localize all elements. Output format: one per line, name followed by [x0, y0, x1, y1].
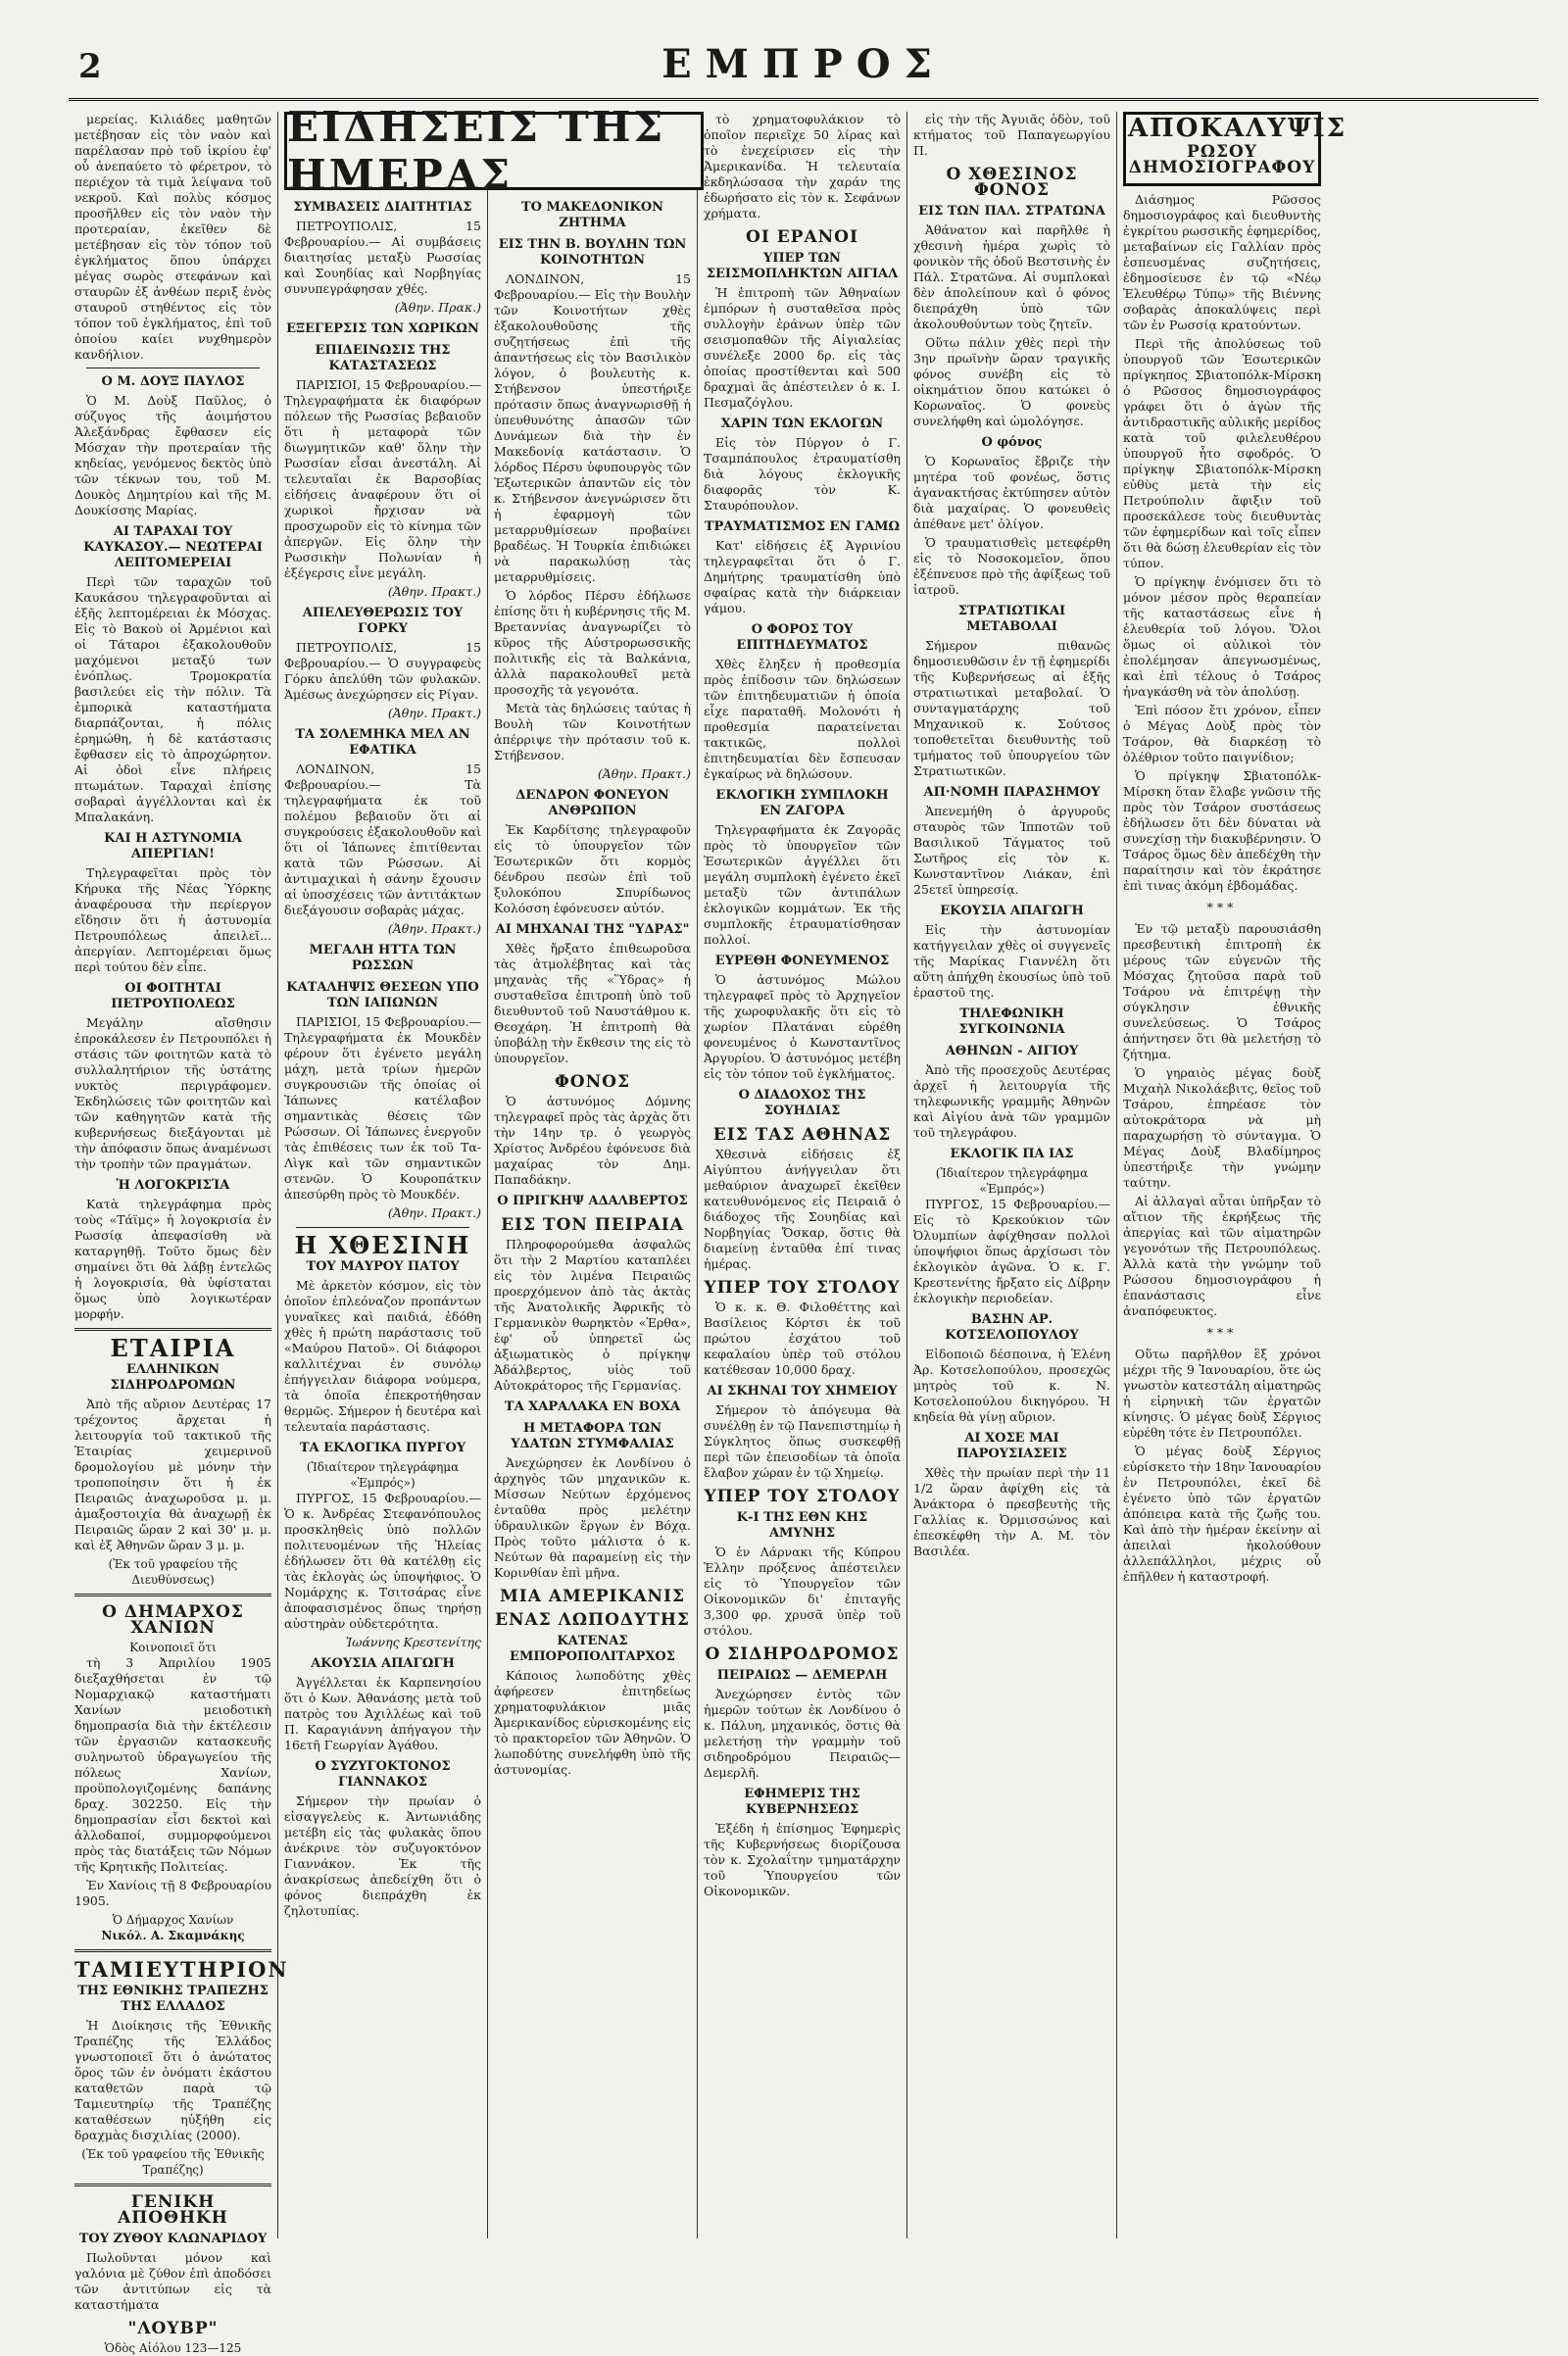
article-text: ΠΑΡΙΣΙΟΙ, 15 Φεβρουαρίου.— Τηλεγραφήματα ἐκ διαφόρων πόλεων τῆς Ρωσσίας βεβαιοῦν ὅτι ἡ μεταφορὰ τῶν διωγμητικῶν καθ' ὅλην τὴν Ρωσσίαν εἶσαι ἀνεστάλη. Αἱ τελευταῖαι ἐκ Βαρσοβίας εἰδήσεις ἀναφέρουν ὅτι οἱ χωρικοὶ ἤρχισαν νὰ προσχωροῦν εἰς τὸ κίνημα τῶν ἀπεργῶν. Εἰς ὅλην τὴν Ρωσσικὴν Πολωνίαν ἡ ἐξέγερσις εἶνε μεγάλη.	[284, 377, 481, 580]
article-text: Μὲ ἀρκετὸν κόσμον, εἰς τὸν ὁποῖον ἐπλεόναζον προπάντων γυναῖκες καὶ παιδιά, ἐδόθη χθὲς ἡ πρώτη παράστασις τοῦ «Μαύρου Πατοῦ». Οἱ διάφοροι καλλιτέχναι ἐν συνόλῳ ἐπήγγειλαν διάφορα νούμερα, τὰ ὁποῖα ἐπεκροτήθησαν θερμῶς. Σήμερον ἡ δευτέρα καὶ τελευταία παράστασις.	[284, 1278, 481, 1434]
headline: ΧΑΡΙΝ ΤΩΝ ΕΚΛΟΓΩΝ	[720, 417, 884, 431]
divider	[74, 2184, 271, 2186]
article-text: Οὕτω παρῆλθον ἓξ χρόνοι μέχρι τῆς 9 Ἰανουαρίου, ὅτε ὡς γνωστὸν κατεστάλη αἱματηρῶς ἡ εἰρηνικὴ τῶν ἐργατῶν κίνησις. Ὁ μέγας δοὺξ Σέργιος εὑρέθη τότε ἐν Πετρουπόλει.	[1123, 1347, 1321, 1440]
source-credit: (Ἀθην. Πρακτ.)	[387, 1205, 481, 1220]
subheadline: Ο φόνος	[981, 435, 1043, 450]
headline: ΑΚΟΥΣΙΑ ΑΠΑΓΩΓΗ	[311, 1656, 455, 1671]
headline: ΑΠΟΚΑΛΥΨΙΣ	[1128, 114, 1348, 143]
ad-subtitle: Κοινοποιεῖ ὅτι	[129, 1641, 217, 1654]
article-text: Ἐν τῷ μεταξὺ παρουσιάσθη πρεσβευτικὴ ἐπιτροπὴ ἐκ μέρους τῶν εὐγενῶν τῆς Μόσχας ζητοῦσα παρὰ τοῦ Τσάρου νὰ ἐπιτρέψῃ τὴν σύγκλησιν ἐθνικῆς συνελεύσεως. Ὁ Τσάρος ἀπήντησεν ὅτι θὰ μελετήσῃ τὸ ζήτημα.	[1123, 921, 1321, 1061]
article-text: Ὁ γηραιὸς μέγας δοὺξ Μιχαὴλ Νικολάεβιτς, θεῖος τοῦ Τσάρου, ἐπηρέασε τὸν αὐτοκράτορα νὰ μὴ παραχωρήσῃ τὸ σύνταγμα. Ὁ Μέγας Δοὺξ Βλαδίμηρος ὑπεστήριξε τὴν γνώμην ταύτην.	[1123, 1065, 1321, 1190]
subheadline: ΠΕΙΡΑΙΩΣ — ΔΕΜΕΡΛΗ	[716, 1668, 888, 1683]
article-text: Ὁ κ. κ. Θ. Φιλοθέττης καὶ Βασίλειος Κόρτσι ἐκ τοῦ πρώτου ἐσχάτου τοῦ κεφαλαίου ὑπὲρ τοῦ στόλου κατέθεσαν 10,000 δραχ.	[704, 1300, 901, 1377]
headline: Ο ΧΘΕΣΙΝΟΣ ΦΟΝΟΣ	[946, 165, 1078, 200]
article-text: Κάποιος λωποδύτης χθὲς ἀφήρεσεν ἐπιτηδείως χρηματοφυλάκιον μιᾶς Ἀμερικανίδος εὑρισκομένης εἰς τὸ πρακτορεῖον τῶν Ἀθηνῶν. Ὁ λωποδύτης συνελήφθη ὑπὸ τῆς ἀστυνομίας.	[494, 1668, 691, 1777]
article-text: Χθὲς ἔληξεν ἡ προθεσμία πρὸς ἐπίδοσιν τῶν δηλώσεων τῶν ἐπιτηδευματιῶν ἡ ὁποία εἶχε παραταθῆ. Μολονότι ἡ προθεσμία παρατείνεται τακτικῶς, πολλοὶ ἐπιτηδευματίαι δὲν ἔσπευσαν ἐγκαίρως νὰ δηλώσουν.	[704, 657, 901, 781]
article-text: εἰς τὴν τῆς Ἀγυιᾶς ὁδὸν, τοῦ κτήματος τοῦ Παπαγεωργίου Π.	[913, 112, 1110, 158]
source-credit: (Ἀθην. Πρακτ.)	[387, 706, 481, 720]
subheadline: (Ἰδιαίτερον τηλεγράφημα «Ἐμπρός»)	[306, 1460, 460, 1490]
headline: ΑΠ·ΝΟΜΗ ΠΑΡΑΣΗΜΟΥ	[923, 785, 1101, 800]
ad-signature: (Ἐκ τοῦ γραφείου τῆς Ἐθνικῆς Τραπέζης)	[81, 2147, 265, 2177]
subheadline: ΕΝΑΣ ΛΩΠΟΔΥΤΗΣ	[495, 1610, 690, 1630]
headline: ΣΤΡΑΤΙΩΤΙΚΑΙ ΜΕΤΑΒΟΛΑΙ	[957, 604, 1066, 634]
headline: ΕΚΛΟΓΙΚΗ ΣΥΜΠΛΟΚΗ ΕΝ ΖΑΓΟΡΑ	[715, 788, 889, 818]
article-text: Ἐξέδη ἡ ἐπίσημος Ἐφημερὶς τῆς Κυβερνήσεως διορίζουσα τὸν κ. Σχολαΐτην τμηματάρχην τοῦ Ὑπουργείου τῶν Οἰκονομικῶν.	[704, 1821, 901, 1898]
article-text: Τηλεγραφήματα ἐκ Ζαγορᾶς πρὸς τὸ ὑπουργεῖον τῶν Ἐσωτερικῶν ἀγγέλλει ὅτι μεγάλη συμπλοκὴ ἐγένετο ἐκεῖ μεταξὺ τῶν ἀντιπάλων ἐκλογικῶν κομμάτων. Ἐκ τῆς συμπλοκῆς ἐτραυματίσθησαν πολλοί.	[704, 822, 901, 947]
article-text: Εἰδοποιῶ δέσποινα, ἡ Ἑλένη Ἀρ. Κοτσελοπούλου, προσεχῶς μητρὸς τοῦ κ. Ν. Κοτσελοπούλου δικηγόρου. Ἡ κηδεία θὰ γίνῃ αὔριον.	[913, 1347, 1110, 1424]
headline: ΤΑ ΣΟΛΕΜΗΚΑ ΜΕΛ ΑΝ ΕΦΑΤΙΚΑ	[295, 727, 470, 758]
headline: Ο ΣΙΔΗΡΟΔΡΟΜΟΣ	[705, 1644, 900, 1664]
ad-title: Ο ΔΗΜΑΡΧΟΣ ΧΑΝΙΩΝ	[102, 1602, 244, 1638]
article-text: Περὶ τῶν ταραχῶν τοῦ Καυκάσου τηλεγραφοῦνται αἱ ἑξῆς λεπτομέρειαι ἐκ Μόσχας. Εἰς τὸ Βακοὺ οἱ Ἀρμένιοι καὶ οἱ Τάταροι ἐξακολουθοῦν μαχόμενοι μεταξύ των ἐνόπλως. Τρομοκρατία βασιλεύει εἰς τὴν πόλιν. Τὰ ἐμπορικὰ καταστήματα διαρπάζονται, ἡ πόλις ἐρημώθη, ἡ δὲ κατάστασις ἔφθασεν εἰς τὸ ἀπροχώρητον. Αἱ ὁδοὶ εἶνε πλήρεις πτωμάτων. Ταραχαὶ ἐπίσης σοβαραὶ ἀγγέλλονται καὶ ἐκ Μπαλακάνη.	[74, 574, 271, 824]
page-number: 2	[78, 47, 102, 86]
article-text: Ὁ ἐν Λάρνακι τῆς Κύπρου Ἑλλην πρόξενος ἀπέστειλεν εἰς τὸ Ὑπουργεῖον τῶν Οἰκονομικῶν δι' ἐπιταγῆς 3,300 φρ. χρυσᾶ ὑπὲρ τοῦ στόλου.	[704, 1545, 901, 1638]
article-text: ΠΕΤΡΟΥΠΟΛΙΣ, 15 Φεβρουαρίου.— Ὁ συγγραφεὺς Γόρκυ ἀπελύθη τῶν φυλακῶν. Ἀμέσως ἀνεχώρησεν εἰς Ρίγαν.	[284, 640, 481, 702]
article-text: Ἀπὸ τῆς προσεχοῦς Δευτέρας ἀρχεῖ ἡ λειτουργία τῆς τηλεφωνικῆς γραμμῆς Ἀθηνῶν καὶ Αἰγίου ἀνὰ τῶν γραμμῶν τοῦ τηλεγράφου.	[913, 1062, 1110, 1140]
headline: Η ΧΘΕΣΙΝΗ	[294, 1231, 471, 1259]
subheadline: ΕΙΣ ΤΑΣ ΑΘΗΝΑΣ	[712, 1125, 892, 1145]
ad-text: Πωλοῦνται μόνον καὶ γαλόνια μὲ ζύθον ἐπὶ ἀποδόσει τῶν ἀντιτύπων εἰς τὰ καταστήματα	[74, 2250, 271, 2312]
article-text: Ὁ ἀστυνόμος Μώλου τηλεγραφεῖ πρὸς τὸ Ἀρχηγεῖον τῆς χωροφυλακῆς ὅτι εἰς τὸ χωρίον Πλατάναι εὑρέθη φονευμένος ὁ Κωνσταντῖνος Ἀργυρίου. Ὁ ἀστυνόμος μετέβη εἰς τὸν τόπον τοῦ ἐγκλήματος.	[704, 972, 901, 1081]
section-stars: ***	[1206, 900, 1238, 914]
subheadline: ΥΠΕΡ ΤΩΝ ΣΕΙΣΜΟΠΛΗΚΤΩΝ ΑΙΓΙΑΛ	[706, 251, 899, 281]
source-credit: (Ἀθην. Πρακ.)	[394, 300, 481, 315]
article-text: Μετὰ τὰς δηλώσεις ταύτας ἡ Βουλὴ τῶν Κοινοτήτων ἀπέρριψε τὴν πρότασιν τοῦ κ. Στήβενσον.	[494, 701, 691, 762]
subheadline: ΚΑΤΕΝΑΣ ΕΜΠΟΡΟΠΟΛΙΤΑΡΧΟΣ	[510, 1634, 675, 1664]
article-text: Ἐκ Καρδίτσης τηλεγραφοῦν εἰς τὸ ὑπουργεῖον τῶν Ἐσωτερικῶν ὅτι κορμὸς δένδρου πεσὼν ἐπὶ τοῦ ξυλοκόπου Σπυρίδωνος Κολόσση ἐφόνευσεν αὐτόν.	[494, 822, 691, 915]
subheadline: ΕΠΙΔΕΙΝΩΣΙΣ ΤΗΣ ΚΑΤΑΣΤΑΣΕΩΣ	[315, 343, 451, 373]
article-text: Ἀγγέλλεται ἐκ Καρπενησίου ὅτι ὁ Κων. Ἀθανάσης μετὰ τοῦ πατρὸς του Ἀχιλλέως καὶ τοῦ Π. Καραγιάννη ἀπήγαγον τὴν 16ετῆ Γεωργίαν Ἀγάθου.	[284, 1675, 481, 1752]
headline: ΥΠΕΡ ΤΟΥ ΣΤΟΛΟΥ	[704, 1278, 901, 1298]
source-credit: (Ἀθην. Πρακτ.)	[387, 921, 481, 936]
subheadline: ΕΙΣ ΤΗΝ Β. ΒΟΥΛΗΝ ΤΩΝ ΚΟΙΝΟΤΗΤΩΝ	[498, 237, 687, 268]
article-text: ΠΥΡΓΟΣ, 15 Φεβρουαρίου.— Εἰς τὸ Κρεκούκιον τῶν Ὀλυμπίων ἀφίχθησαν πολλοὶ ὑποψήφιοι ὅπως ἀρχίσωσι τὸν ἐκλογικὸν ἀγῶνα. Ὁ κ. Γ. Κρεστενίτης ἤρξατο εἰς Δίβρην ἐκλογικὴν περιοδείαν.	[913, 1197, 1110, 1305]
headline: ΒΑΣΗΝ ΑΡ. ΚΟΤΣΕΛΟΠΟΥΛΟΥ	[945, 1312, 1079, 1343]
headline: ΑΙ ΣΚΗΝΑΙ ΤΟΥ ΧΗΜΕΙΟΥ	[707, 1384, 898, 1399]
article-text: Πληροφορούμεθα ἀσφαλῶς ὅτι τὴν 2 Μαρτίου καταπλέει εἰς τὸν λιμένα Πειραιῶς προερχόμενον ἀπὸ τὰς ἀκτὰς τῆς Ἀνατολικῆς Ἀφρικῆς τὸ Γερμανικὸν θωρηκτὸν «Ἐρθα», ἐφ' οὗ ὑπηρετεῖ ὡς ἀξιωματικὸς ὁ πρίγκηψ Ἀδάλβερτος, υἱὸς τοῦ Αὐτοκράτορος τῆς Γερμανίας.	[494, 1237, 691, 1393]
headline: ΕΞΕΓΕΡΣΙΣ ΤΩΝ ΧΩΡΙΚΩΝ	[286, 321, 479, 336]
author-signature: Ἰωάννης Κρεστενίτης	[345, 1635, 481, 1649]
article-text: Ἀθάνατον καὶ παρῆλθε ἡ χθεσινὴ ἡμέρα χωρὶς τὸ φονικὸν τῆς ὁδοῦ Βεστσινὴς ἐν Πάλ. Στρατῶνα. Αἱ συμπλοκαὶ δὲν ἀπολείπουν καὶ ὁ φόνος διεπράχθη ὑπὸ τῶν ἀκολουθούντων τοὺς ζητεῖν.	[913, 222, 1110, 331]
headline: Ο ΠΡΙΓΚΗΨ ΑΔΑΛΒΕΡΤΟΣ	[497, 1194, 688, 1208]
article-text: Ἐπὶ πόσον ἔτι χρόνον, εἶπεν ὁ Μέγας Δοὺξ πρὸς τὸν Τσάρον, θὰ διαρκέσῃ τὸ ὀλέθριον τοῦτο παιγνίδιον;	[1123, 703, 1321, 764]
divider	[296, 1227, 469, 1228]
subheadline: ΕΙΣ ΤΩΝ ΠΑΛ. ΣΤΡΑΤΩΝΑ	[918, 204, 1105, 219]
subheadline: Κ-Ι ΤΗΣ ΕΘΝ ΚΗΣ ΑΜΥΝΗΣ	[736, 1510, 868, 1541]
article-text: Ὁ πρίγκηψ Σβιατοπόλκ-Μίρσκη ὅταν ἔλαβε γνῶσιν τῆς πρὸς τὸν Τσάρον συστάσεως ἐδήλωσεν ὅτι δὲν δύναται νὰ συνεχίσῃ τὴν διακυβέρνησιν. Ὁ Τσάρος ὅμως δὲν ἀπεδέχθη τὴν παραίτησιν καὶ τὸν ἐκράτησε ἐπὶ τινας ἀκόμη ἑβδομάδας.	[1123, 768, 1321, 893]
article-text: Χθὲς ἤρξατο ἐπιθεωροῦσα τὰς ἀτμολέβητας καὶ τὰς μηχανὰς τῆς «Ὕδρας» ἡ συσταθεῖσα ἐπιτροπὴ ὑπὸ τοῦ διευθυντοῦ τοῦ Ναυστάθμου κ. Θεοχάρη. Ἡ ἐπιτροπὴ θὰ ὑποβάλῃ τὴν ἔκθεσιν της εἰς τὸ ὑπουργεῖον.	[494, 941, 691, 1065]
article-text: Κατὰ τηλεγράφημα πρὸς τοὺς «Τάϊμς» ἡ λογοκρισία ἐν Ρωσσίᾳ ἀπεφασίσθη νὰ καταργηθῇ. Τοῦτο ὅμως δὲν σημαίνει ὅτι θὰ λάβῃ ἐντελῶς ἡ λογοκρισία, θὰ ὑφίσταται ὅμως ὑπὸ λογικωτέραν μορφήν.	[74, 1197, 271, 1321]
ad-signature: Ὁ Δήμαρχος Χανίων	[112, 1913, 234, 1927]
headline: Ο ΦΟΡΟΣ ΤΟΥ ΕΠΙΤΗΔΕΥΜΑΤΟΣ	[736, 622, 868, 653]
columns	[69, 112, 1539, 2355]
article-text: Μεγάλην αἴσθησιν ἐπροκάλεσεν ἐν Πετρουπόλει ἡ στάσις τῶν φοιτητῶν κατὰ τὸ συλλαλητήριον τῆς ὑστάτης νυκτὸς περιγράφομεν. Ἐκδηλώσεις τῶν φοιτητῶν καὶ τῶν καθηγητῶν κατὰ τῆς κυβερνήσεως διεξάγονται μὲ τὴν ἀπόφασιν ὅπως ἀναμένωσι τὴν τροπὴν τῶν πραγμάτων.	[74, 1015, 271, 1171]
column-3	[488, 112, 698, 2238]
ad-title: ΕΤΑΙΡΙΑ	[110, 1334, 236, 1362]
article-text: ΠΑΡΙΣΙΟΙ, 15 Φεβρουαρίου.— Τηλεγραφήματα ἐκ Μουκδὲν φέρουν ὅτι ἐγένετο μεγάλη μάχη, μετὰ τρίων ἡμερῶν συγκρουσιῶν τῆς ὁποίας οἱ Ἰάπωνες κατέλαβον σημαντικὰς θέσεις τῶν Ρώσσων. Οἱ Ἰάπωνες ἐνεργοῦν τὰς ἐπιθέσεις των ἐκ τοῦ Τα-Λὶγκ καὶ τῶν σημαντικῶν στενῶν. Ὁ Κουροπάτκιν ἀπεσύρθη πρὸς τὸ Μουκδέν.	[284, 1014, 481, 1202]
article-text: Ὁ τραυματισθεὶς μετεφέρθη εἰς τὸ Νοσοκομεῖον, ὅπου ἐξέπνευσε πρὸ τῆς ἀφίξεως τοῦ ἰατροῦ.	[913, 535, 1110, 597]
headline: ΔΕΝΔΡΟΝ ΦΟΝΕΥΟΝ ΑΝΘΡΩΠΟΝ	[515, 788, 669, 818]
ad-signature: Νικόλ. Α. Σκαμνάκης	[101, 1929, 245, 1942]
subheadline: ΑΘΗΝΩΝ - ΑΙΓΙΟΥ	[945, 1044, 1079, 1058]
article-text: Περὶ τῆς ἀπολύσεως τοῦ ὑπουργοῦ τῶν Ἐσωτερικῶν πρίγκηπος Σβιατοπόλκ-Μίρσκη ὁ Ρῶσσος δημοσιογράφος γράφει ὅτι ὁ ἀγὼν τῆς ἀντιδραστικῆς αὐλικῆς μερίδος κατὰ τοῦ φιλελευθέρου ὑπουργοῦ ἦτο σφοδρός. Ὁ πρίγκηψ Σβιατοπόλκ-Μίρσκη εὐθὺς μετὰ τὴν εἰς Πετρούπολιν ἄφιξιν τοῦ προσεκάλεσε τοὺς διευθυντὰς τῶν ἐφημερίδων καὶ τοῖς εἶπεν ὅτι θὰ δώσῃ ἐλευθερίαν εἰς τὸν τύπον.	[1123, 336, 1321, 570]
article-text: τὸ χρηματοφυλάκιον τὸ ὁποῖον περιεῖχε 50 λίρας καὶ τὸ ἐνεχείρισεν εἰς τὴν Ἀμερικανίδα. Ἡ τελευταία ἐκδηλώσασα τὴν χαράν της ἐδωρήσατο εἰς τὸν κ. Σεφάνων χρήματα.	[704, 112, 901, 221]
subheadline: ΚΑΤΑΛΗΨΙΣ ΘΕΣΕΩΝ ΥΠΟ ΤΩΝ ΙΑΠΩΝΩΝ	[286, 980, 479, 1010]
divider	[74, 1949, 271, 1952]
article-text: Σήμερον τὸ ἀπόγευμα θὰ συνέλθῃ ἐν τῷ Πανεπιστημίῳ ἡ Σύγκλητος ὅπως συσκεφθῇ περὶ τῶν ἐπεισοδίων τὰ ὁποῖα ἔλαβον χώραν ἐν τῷ Χημείῳ.	[704, 1402, 901, 1480]
article-text: μερείας. Κιλιάδες μαθητῶν μετέβησαν εἰς τὸν ναὸν καὶ παρέλασαν πρὸ τοῦ ἱκρίου ἐφ' οὗ ἀνεπαύετο τὸ φέρετρον, τὸ περιέχον τὰ τιμὰ λείψανα τοῦ νεκροῦ. Καὶ πολὺς κόσμος προσῆλθεν εἰς τὸν ναὸν τὴν προτεραίαν, ἐκεῖθεν δὲ μετέβησαν εἰς τὸν τόπον τοῦ ἐγκλήματος ὅπου ὑπάρχει μέγας σωρὸς στεφάνων καὶ σταυρῶν ἐξ ἀνθέων περιξ ἑνὸς σταυροῦ στηθέντος εἰς τὸν τόπον τοῦ ἐγκλήματος, ἐπὶ τοῦ ὁποίου καίει νυχθημερὸν κανδήλιον.	[74, 112, 271, 362]
headline: ΕΚΛΟΓΙΚ ΠΑ ΙΑΣ	[950, 1147, 1074, 1161]
headline: ΜΕΓΑΛΗ ΗΤΤΑ ΤΩΝ ΡΩΣΣΩΝ	[309, 943, 457, 973]
subheadline: Η ΜΕΤΑΦΟΡΑ ΤΩΝ ΥΔΑΤΩΝ ΣΤΥΜΦΑΛΙΑΣ	[511, 1421, 674, 1451]
source-credit: (Ἀθην. Πρακτ.)	[597, 766, 691, 781]
ad-shop-name: "ΛΟΥΒΡ"	[127, 2319, 219, 2338]
source-credit: (Ἀθην. Πρακτ.)	[387, 584, 481, 599]
newspaper-title: ΕΜΠΡΟΣ	[662, 41, 946, 87]
headline: ΟΙ ΦΟΙΤΗΤΑΙ ΠΕΤΡΟΥΠΟΛΕΩΣ	[111, 981, 235, 1011]
headline: ΑΙ ΜΗΧΑΝΑΙ ΤΗΣ "ΥΔΡΑΣ"	[495, 922, 690, 937]
column-2	[278, 112, 488, 2238]
headline: Ο ΣΥΖΥΓΟΚΤΟΝΟΣ ΓΙΑΝΝΑΚΟΣ	[315, 1759, 451, 1790]
divider	[74, 1328, 271, 1331]
article-text: Εἰς τὴν ἀστυνομίαν κατήγγειλαν χθὲς οἱ συγγενεῖς τῆς Μαρίκας Γιαννέλη ὅτι αὕτη ἀπήχθη ἑκουσίως ὑπὸ τοῦ ἐραστοῦ της.	[913, 922, 1110, 1000]
headline: ΚΑΙ Η ΑΣΤΥΝΟΜΙΑ ΑΠΕΡΓΙΑΝ!	[104, 831, 242, 861]
article-text: ΛΟΝΔΙΝΟΝ, 15 Φεβρουαρίου.— Τὰ τηλεγραφήματα ἐκ τοῦ πολέμου βεβαιοῦν ὅτι αἱ συγκρούσεις ἐξακολουθοῦν καὶ ὅτι οἱ Ἰάπωνες ἐπιτίθενται κατὰ τῶν Ρώσσων. Αἱ ἀντιμαχικαὶ ἡ σάνην ἔχουσιν αἱ ὑποσχέσεις τῶν ἀντιτάκτων διεξάγουσιν σοβαρὰς μάχας.	[284, 761, 481, 917]
subheadline: (Ἰδιαίτερον τηλεγράφημα «Ἐμπρός»)	[935, 1166, 1089, 1196]
masthead	[69, 39, 1539, 101]
article-text: Ὁ Κορωναῖος ἔβριζε τὴν μητέρα τοῦ φονέως, ὅστις ἀγανακτήσας ἐκτύπησεν αὐτὸν διὰ μαχαίρας. Ὁ φονευθεὶς ἀπέθανε μετ' ὀλίγον.	[913, 454, 1110, 531]
ad-address: Ὁδὸς Αἰόλου 123—125	[104, 2341, 242, 2355]
headline: ΤΡΑΥΜΑΤΙΣΜΟΣ ΕΝ ΓΑΜΩ	[704, 519, 901, 534]
headline: ΕΚΟΥΣΙΑ ΑΠΑΓΩΓΗ	[940, 904, 1084, 918]
article-text: Εἰς τὸν Πύργον ὁ Γ. Τσαμπάπουλος ἐτραυματίσθη διὰ λόγους ἐκλογικῆς διαφορᾶς τὸν Κ. Σταυρόπουλον.	[704, 435, 901, 513]
headline: Ἡ ΛΟΓΟΚΡΙΣΊΑ	[116, 1178, 230, 1193]
headline: ΑΙ ΧΟΣΕ ΜΑΙ ΠΑΡΟΥΣΙΑΣΕΙΣ	[956, 1431, 1067, 1461]
article-text: Ἡ ἐπιτροπὴ τῶν Ἀθηναίων ἐμπόρων ἡ συσταθεῖσα πρὸς συλλογὴν ἐράνων ὑπὲρ τῶν σεισμοπαθῶν τῆς Αἰγιαλείας συνέλεξε 2000 δρ. εἰς τὰς ὁποίας προστίθενται καὶ 500 δραχμαὶ ἃς ἀπέστειλεν ὁ κ. Ι. Πεσμαζόγλου.	[704, 285, 901, 410]
headline: ΦΟΝΟΣ	[555, 1072, 630, 1092]
ad-signature: (Ἐκ τοῦ γραφείου τῆς Διευθύνσεως)	[108, 1557, 238, 1587]
article-text: Χθεσινὰ εἰδήσεις ἐξ Αἰγύπτου ἀνήγγειλαν ὅτι μεθαύριον ἀναχωρεῖ ἐκεῖθεν κατευθυνόμενος εἰς Πειραιᾶ ὁ διάδοχος τῆς Σουηδίας καὶ Νορβηγίας Ὄσκαρ, ὅστις θὰ διαμείνῃ ἐνταῦθα ἐπί τινας ἡμέρας.	[704, 1147, 901, 1271]
ad-subtitle: ΤΗΣ ΕΘΝΙΚΗΣ ΤΡΑΠΕΖΗΣ ΤΗΣ ΕΛΛΑΔΟΣ	[77, 1984, 269, 2014]
article-text: Ἀπενεμήθη ὁ ἀργυροῦς σταυρὸς τῶν Ἱπποτῶν τοῦ Βασιλικοῦ Τάγματος τοῦ Σωτῆρος εἰς τὸν κ. Κωνσταντῖνον Λιάκαν, ἐπὶ 25ετεῖ ὑπηρεσίᾳ.	[913, 804, 1110, 897]
headline: ΕΦΗΜΕΡΙΣ ΤΗΣ ΚΥΒΕΡΝΗΣΕΩΣ	[744, 1787, 860, 1817]
divider	[74, 1594, 271, 1596]
ad-text: τὴ 3 Ἀπριλίου 1905 διεξαχθήσεται ἐν τῷ Νομαρχιακῷ καταστήματι Χανίων μειοδοτικὴ δημοπρασία διὰ τὴν ἐκτέλεσιν τῶν ἐργασιῶν κατασκευῆς συληνωτοῦ ὑδραγωγείου τῆς πόλεως Χανίων, προϋπολογιζομένης δαπάνης δραχ. 302250. Εἰς τὴν δημοπρασίαν εἶσι δεκτοὶ καὶ ἀλλοδαποί, συμμορφούμενοι πρὸς τὰς διατάξεις τῶν Νόμων τῆς Κρητικῆς Πολιτείας.	[74, 1655, 271, 1874]
ad-subtitle: ΤΟΥ ΖΥΘΟΥ ΚΛΩΝΑΡΙΔΟΥ	[78, 2232, 268, 2246]
headline: ΤΑ ΕΚΛΟΓΙΚΑ ΠΥΡΓΟΥ	[299, 1441, 466, 1455]
article-text: Οὕτω πάλιν χθὲς περὶ τὴν 3ην πρωϊνὴν ὥραν τραγικῆς φόνος συνέβη εἰς τὸ οἰκημάτιον ὅπου κατώκει ὁ Κορωναῖος. Ὁ φονεὺς συνελήφθη καὶ ὡμολόγησε.	[913, 335, 1110, 428]
headline: ΥΠΕΡ ΤΟΥ ΣΤΟΛΟΥ	[704, 1487, 901, 1506]
article-text: Ὁ μέγας δοὺξ Σέργιος εὑρίσκετο τὴν 18ην Ἰανουαρίου ἐν Πετρουπόλει, ἐκεῖ δὲ ἐγένετο ὑπὸ τῶν ἐργατῶν ἀπόπειρα κατὰ τῆς ζωῆς του. Καὶ ἀπὸ τὴν ἡμέραν ἐκείνην αἱ ἀπειλαὶ ἠκολούθουν ἀλλεπάλληλοι, μέχρις οὗ ἐπῆλθεν ἡ καταστροφή.	[1123, 1444, 1321, 1584]
column-1	[69, 112, 289, 2355]
article-text: ΠΕΤΡΟΥΠΟΛΙΣ, 15 Φεβρουαρίου.— Αἱ συμβάσεις διαιτησίας μεταξὺ Ρωσσίας καὶ Σουηδίας καὶ Νορβηγίας συνυπεγράφησαν χθές.	[284, 219, 481, 296]
ad-text: Ἡ Διοίκησις τῆς Ἐθνικῆς Τραπέζης τῆς Ἑλλάδος γνωστοποιεῖ ὅτι ὁ ἀνώτατος ὅρος τῶν ἐν ὀνόματι ἑκάστου καταθετῶν παρὰ τῷ Ταμιευτηρίῳ τῆς Τραπέζης καταθέσεων ηὐξήθη εἰς δραχμὰς δισχιλίας (2000).	[74, 2018, 271, 2142]
article-text: Ἀνεχώρησεν ἐκ Λονδίνου ὁ ἀρχηγὸς τῶν μηχανικῶν κ. Μίσσων Νεύτων ἐρχόμενος ἐνταῦθα πρὸς μελέτην ὑδραυλικῶν ἔργων ἐν Βόχᾳ. Πρὸς τοῦτο μάλιστα ὁ κ. Νεύτων θὰ παραμείνῃ εἰς τὴν Κορινθίαν ἐπὶ μῆνα.	[494, 1455, 691, 1580]
article-text: ΠΥΡΓΟΣ, 15 Φεβρουαρίου.— Ὁ κ. Ἀνδρέας Στεφανόπουλος προσκληθεὶς ὑπὸ πολλῶν πολιτευομένων τῆς Ἠλείας ἐδήλωσεν ὅτι θὰ κατέλθῃ εἰς τὰς ἐκλογὰς ὡς ὑποψήφιος. Ὁ Νομάρχης κ. Τσιτσάρας εἶνε ἀποφασισμένος ὅπως τηρήσῃ αὐστηρὰν οὐδετερότητα.	[284, 1491, 481, 1631]
feature-headline-box	[1123, 112, 1348, 186]
headline: ΜΙΑ ΑΜΕΡΙΚΑΝΙΣ	[499, 1587, 686, 1606]
headline: ΤΑ ΧΑΡΑΛΑΚΑ ΕΝ ΒΟΧΑ	[504, 1399, 681, 1414]
headline: ΣΥΜΒΑΣΕΙΣ ΔΙΑΙΤΗΤΙΑΣ	[293, 200, 472, 215]
article-text: Διάσημος Ρῶσσος δημοσιογράφος καὶ διευθυντὴς ἐγκρίτου ρωσσικῆς ἐφημερίδος, μεταβαίνων εἰς Γαλλίαν πρὸς ἐσπευσμένας συζητήσεις, ἐδημοσίευσε ἐν τῷ «Νέῳ Ἐλευθέρῳ Τύπῳ» τῆς Βιέννης σοβαρὰς ἀποκαλύψεις περὶ τῶν ἐν Ρωσσίᾳ κρατούντων.	[1123, 192, 1321, 332]
column-4	[698, 112, 907, 2238]
section-stars: ***	[1206, 1325, 1238, 1340]
column-6	[1117, 112, 1348, 2238]
headline: ΑΙ ΤΑΡΑΧΑΙ ΤΟΥ ΚΑΥΚΑΣΟΥ.— ΝΕΩΤΕΡΑΙ ΛΕΠΤΟΜΕΡΕΙΑΙ	[83, 524, 263, 570]
article-text: ΛΟΝΔΙΝΟΝ, 15 Φεβρουαρίου.— Εἰς τὴν Βουλὴν τῶν Κοινοτήτων χθὲς ἐξακολουθοῦσης τῆς συζητήσεως ἐπὶ τῆς ἀπαντήσεως εἰς τὸν Βασιλικὸν λόγον, ὁ βουλευτὴς κ. Στήβενσον ὑπεστήριξε πρότασιν ὅπως ἀναγνωρισθῇ ἡ ὑπευθυνότης ἁπασῶν τῶν Δυνάμεων διὰ τὴν ἐν Μακεδονίᾳ κατάστασιν. Ὁ λόρδος Πέρσυ ὑφυπουργὸς τῶν Ἐξωτερικῶν ἀπαντῶν εἰς τὸν κ. Στήβενσον ἀνεγνώρισεν ὅτι ἡ ἐφαρμογὴ τῶν μεταρρυθμίσεων προβαίνει βραδέως. Ἡ Τουρκία ἐπιδιώκει νὰ παρακωλύσῃ τὰς μεταρρυθμίσεις.	[494, 271, 691, 584]
article-text: Αἱ ἀλλαγαὶ αὗται ὑπῆρξαν τὸ αἴτιον τῆς ἐκρήξεως τῆς ἀπεργίας καὶ τῶν αἱματηρῶν γεγονότων τῆς Πετρουπόλεως. Ἀλλὰ κατὰ τὴν γνώμην τοῦ Ρώσσου δημοσιογράφου ἡ ἐπανάστασις εἶνε ἀναπόφευκτος.	[1123, 1194, 1321, 1318]
article-text: Ὁ Μ. Δοὺξ Παῦλος, ὁ σύζυγος τῆς ἀοιμήστου Ἀλεξάνδρας ἔφθασεν εἰς Μόσχαν τὴν προτεραίαν τῆς κηδείας, γενόμενος δεκτὸς ὑπὸ τῶν τέκνων του, τοῦ Μ. Δουκὸς Δημητρίου καὶ τῆς Μ. Δουκίσσης Μαρίας.	[74, 393, 271, 517]
article-text: Τηλεγραφεῖται πρὸς τὸν Κήρυκα τῆς Νέας Ὑόρκης ἀναφέρουσα τὴν περίεργον εἴδησιν ὅτι ἡ ἀστυνομία Πετρουπόλεως ἀπειλεῖ... ἀπεργίαν. Λεπτομέρειαι ὅμως περὶ τούτου δὲν εἶπε.	[74, 865, 271, 974]
section-banner: ΕΙΔΗΣΕΙΣ ΤΗΣ ΗΜΕΡΑΣ	[284, 112, 704, 190]
ad-date: Ἐν Χανίοις τῇ 8 Φεβρουαρίου 1905.	[74, 1878, 271, 1908]
column-5	[907, 112, 1117, 2238]
headline: ΑΠΕΛΕΥΘΕΡΩΣΙΣ ΤΟΥ ΓΟΡΚΥ	[302, 606, 464, 636]
article-text: Ὁ λόρδος Πέρσυ ἐδήλωσε ἐπίσης ὅτι ἡ κυβέρνησις τῆς Μ. Βρεταννίας ἀναγνωρίζει τὸ κῦρος τῆς Αὐστρορωσσικῆς πολιτικῆς εἰς τὰ Βαλκάνια, ἀλλὰ παρακολουθεῖ μετὰ προσοχῆς τὰ γεγονότα.	[494, 588, 691, 697]
article-text: Χθὲς τὴν πρωίαν περὶ τὴν 11 1/2 ὥραν ἀφίχθη εἰς τὰ Ἀνάκτορα ὁ πρεσβευτὴς τῆς Γαλλίας κ. Ὀρμισσώνος καὶ ἐπεσκέφθη τὴν Α. Μ. τὸν Βασιλέα.	[913, 1465, 1110, 1558]
subheadline: ΤΟΥ ΜΑΥΡΟΥ ΠΑΤΟΥ	[306, 1259, 460, 1274]
headline: ΕΥΡΕΘΗ ΦΟΝΕΥΜΕΝΟΣ	[714, 954, 890, 968]
article-text: Ὁ ἀστυνόμος Δόμνης τηλεγραφεῖ πρὸς τὰς ἀρχὰς ὅτι τὴν 14ην τρ. ὁ γεωργὸς Χρίστος Ἀνδρέου ἐφόνευσε διὰ μαχαίρας τὸν Δημ. Παπαδάκην.	[494, 1094, 691, 1187]
subheadline: ΕΙΣ ΤΟΝ ΠΕΙΡΑΙΑ	[501, 1215, 684, 1235]
ad-text: Ἀπὸ τῆς αὔριον Δευτέρας 17 τρέχοντος ἄρχεται ἡ λειτουργία τοῦ τακτικοῦ τῆς Ἑταιρίας χειμερινοῦ δρομολογίου μὲ μόνην τὴν τροποποίησιν ὅτι ἡ ἐκ Πειραιῶς ἀναχωροῦσα μ. μ. ἁμαξοστοιχία θὰ ἀναχωρῇ ἐκ Πειραιῶς ὥραν 2 καὶ 30' μ. μ. καὶ ἐξ Ἀθηνῶν ὥραν 3 μ. μ.	[74, 1397, 271, 1552]
article-text: Σήμερον πιθανῶς δημοσιευθῶσιν ἐν τῇ ἐφημερίδι τῆς Κυβερνήσεως αἱ ἑξῆς στρατιωτικαὶ μεταβολαί. Ὁ συνταγματάρχης τοῦ Μηχανικοῦ κ. Σούτσος τοποθετεῖται διευθυντὴς τοῦ τμήματος τοῦ ὑπουργείου τῶν Στρατιωτικῶν.	[913, 638, 1110, 778]
article-text: Ὁ πρίγκηψ ἐνόμισεν ὅτι τὸ μόνον μέσον πρὸς θεραπείαν τῆς καταστάσεως εἶνε ἡ ἐλευθερία τοῦ λόγου. Ὅλοι ὅμως οἱ αὐλικοὶ τὸν ἐπολέμησαν ἀπεγνωσμένως, καὶ ἐπὶ τέλους ὁ Τσάρος ἠναγκάσθη νὰ τὸν ἀπολύσῃ.	[1123, 574, 1321, 699]
headline: Ο ΔΙΑΔΟΧΟΣ ΤΗΣ ΣΟΥΗΔΙΑΣ	[738, 1088, 866, 1118]
subheadline: ΡΩΣΟΥ ΔΗΜΟΣΙΟΓΡΑΦΟΥ	[1128, 142, 1316, 177]
ad-title: ΤΑΜΙΕΥΤΗΡΙΟΝ	[74, 1957, 289, 1982]
article-text: Κατ' εἰδήσεις ἐξ Ἀγρινίου τηλεγραφεῖται ὅτι ὁ Γ. Δημήτρης τραυματίσθη ὑπὸ σφαίρας κατὰ τὴν διάρκειαν γάμου.	[704, 538, 901, 615]
ad-title: ΓΕΝΙΚΗ ΑΠΟΘΗΚΗ	[118, 2192, 228, 2228]
headline: Ο Μ. ΔΟΥΞ ΠΑΥΛΟΣ	[101, 374, 245, 389]
ad-subtitle: ΕΛΛΗΝΙΚΩΝ ΣΙΔΗΡΟΔΡΟΜΩΝ	[110, 1362, 236, 1393]
headline: ΟΙ ΕΡΑΝΟΙ	[746, 227, 858, 247]
headline: ΤΗΛΕΦΩΝΙΚΗ ΣΥΓΚΟΙΝΩΝΙΑ	[958, 1006, 1065, 1037]
article-text: Ἀνεχώρησεν ἐντὸς τῶν ἡμερῶν τούτων ἐκ Λονδίνου ὁ κ. Πάλυη, μηχανικός, ὅστις θὰ μελετήσῃ τὴν γραμμὴν τοῦ σιδηροδρόμου Πειραιῶς—Δεμερλῆ.	[704, 1687, 901, 1780]
article-text: Σήμερον τὴν πρωίαν ὁ εἰσαγγελεὺς κ. Ἀντωνιάδης μετέβη εἰς τὰς φυλακὰς ὅπου ἀνέκρινε τὸν συζυγοκτόνον Γιαννάκον. Ἐκ τῆς ἀνακρίσεως ἀπεδείχθη ὅτι ὁ φόνος διεπράχθη ἐκ ζηλοτυπίας.	[284, 1793, 481, 1918]
headline: ΤΟ ΜΑΚΕΔΟΝΙΚΟΝ ΖΗΤΗΜΑ	[520, 200, 664, 230]
